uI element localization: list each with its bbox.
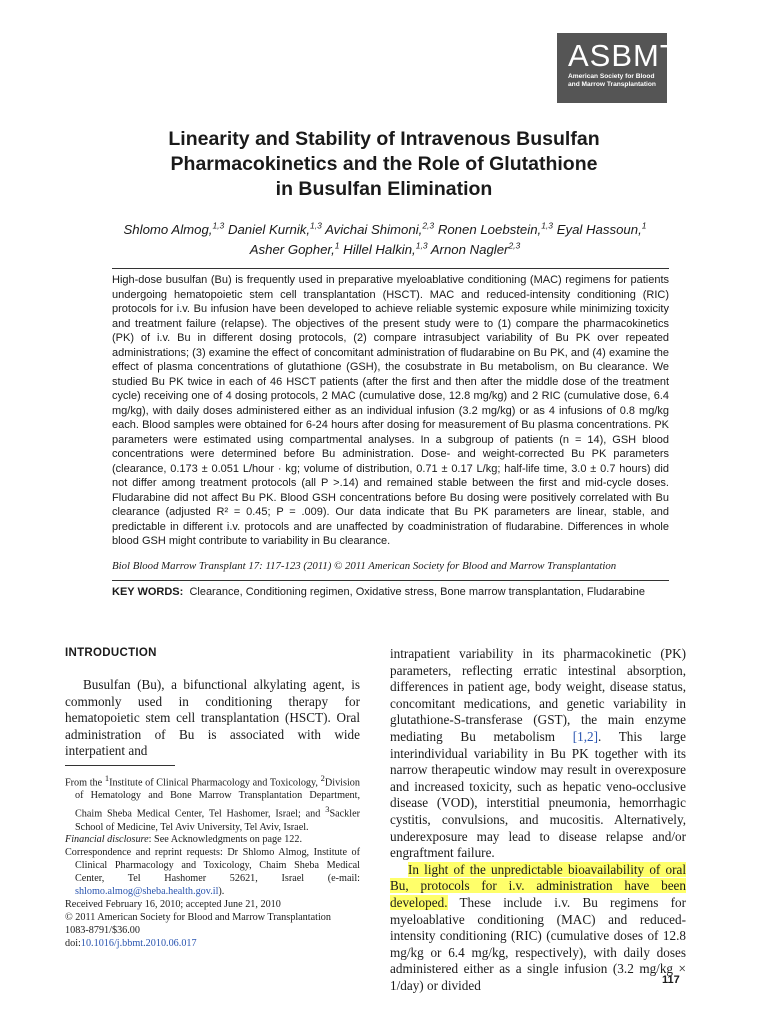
author: Asher Gopher,$^1$ bbox=[249, 240, 340, 257]
affiliations: From the $^1$Institute of Clinical Pharmacology and Toxicology, $^2$Division of Hematology and Bone Marrow Transplantation Department, Chaim Sheba Medical Center, Tel Hashomer, Israel; and $^3$Sackler School of Medicine, Tel Aviv University, Tel Aviv, Israel. bbox=[65, 773, 360, 833]
keywords-text: Clearance, Conditioning regimen, Oxidative stress, Bone marrow transplantation, Fludarabine bbox=[189, 586, 645, 598]
author: Shlomo Almog,$^{1,3}$ bbox=[123, 220, 225, 237]
logo-wordmark: ASBMT™ bbox=[568, 38, 691, 73]
doi: doi:10.1016/j.bbmt.2010.06.017 bbox=[65, 937, 197, 949]
author: Hillel Halkin,$^{1,3}$ bbox=[343, 240, 428, 257]
keywords-label: KEY WORDS: bbox=[112, 586, 184, 598]
abstract-top-rule bbox=[112, 268, 669, 269]
title-line: Pharmacokinetics and the Role of Glutathione bbox=[170, 153, 598, 175]
highlighted-text: In light of the unpredictable bioavailability of oral Bu, protocols for i.v. administration have been developed. bbox=[390, 861, 686, 910]
body-paragraph: intrapatient variability in its pharmacokinetic (PK) parameters, reflecting erratic intestinal absorption, differences in patient age, body weight, disease status, concomitant medications, and genetic variability in glutathione-S-transferase (GST), the main enzyme mediating Bu metabolism [1,2]. This large interindividual variability in Bu PK together with its narrow therapeutic window may result in overexposure and increased toxicity, such as hepatic veno-occlusive disease (VOD), interstitial pneumonia, hemorrhagic cystitis, convulsions, and mucositis. Alternatively, underexposure may lead to disease relapse and/or engraftment failure. bbox=[390, 646, 686, 861]
title-line: in Busulfan Elimination bbox=[275, 178, 493, 200]
received-dates: Received February 16, 2010; accepted June 21, 2010 bbox=[65, 898, 281, 910]
author-list bbox=[90, 220, 680, 260]
author: Ronen Loebstein,$^{1,3}$ bbox=[437, 220, 554, 237]
author: Daniel Kurnik,$^{1,3}$ bbox=[227, 220, 322, 237]
email-link[interactable]: shlomo.almog@sheba.health.gov.il bbox=[75, 886, 219, 898]
asbmt-logo bbox=[557, 33, 691, 103]
abstract: High-dose busulfan (Bu) is frequently used in preparative myeloablative conditioning (MAC) regimens for patients undergoing hematopoietic stem cell transplantation (HSCT). MAC and reduced-intensity conditioning (RIC) protocols for i.v. Bu infusion have been developed to achieve reliable systemic exposure while minimizing toxicity and treatment failure (relapse). The objectives of the present study were to (1) compare the pharmacokinetics (PK) of i.v. Bu in different dosing protocols, (2) compare intrasubject variability of Bu PK over repeated administrations; (3) examine the effect of concomitant administration of fludarabine on Bu PK, and (4) examine the effect of plasma concentrations of glutathione (GSH), the cosubstrate in Bu metabolism, on Bu clearance. We studied Bu PK twice in each of 46 HSCT patients (after the first and then after the middle dose of the treatment cycle) receiving one of 4 dosing protocols, 2 MAC (cumulative dose, 12.8 mg/kg) and 2 RIC (cumulative dose, 6.4 mg/kg), with daily doses administered either as an individual infusion (3.2 mg/kg) or as 4 infusions of 0.8 mg/kg each. Blood samples were obtained for 6-24 hours after dosing for measurement of Bu plasma concentrations. PK parameters were estimated using compartmental analyses. In a subgroup of patients (n = 14), GSH blood concentrations were determined before Bu administration. Dose- and weight-corrected Bu PK parameters (clearance, 0.173 ± 0.051 L/hour · kg; volume of distribution, 0.71 ± 0.17 L/kg; half-life time, 3.0 ± 0.7 hours) did not differ among treatment protocols (all P >.14) and remained stable between the first and mid-cycle doses. Fludarabine did not affect Bu PK. Blood GSH concentrations before Bu dosing were positively correlated with Bu clearance (adjusted R² = 0.45; P = .009). Our data indicate that Bu PK parameters are linear, stable, and predictable in different i.v. protocols and are unaffected by coadministration of fludarabine. Differences in whole blood GSH might contribute to variability in Bu clearance. bbox=[112, 274, 669, 547]
footnotes bbox=[65, 772, 360, 951]
article-title bbox=[100, 127, 668, 202]
reference-link[interactable]: [1,2] bbox=[572, 728, 598, 744]
body-paragraph: In light of the unpredictable bioavailability of oral Bu, protocols for i.v. administration have been developed. These include i.v. Bu regimens for myeloablative conditioning (MAC) and reduced-intensity conditioning (RIC) (cumulative doses of 12.8 mg/kg or 6.4 mg/kg, respectively), with daily doses administered either as a single infusion (3.2 mg/kg × 1/day) or divided bbox=[390, 861, 686, 993]
financial-disclosure: Financial disclosure: See Acknowledgments on page 122. bbox=[65, 834, 303, 846]
journal-citation: Biol Blood Marrow Transplant 17: 117-123 (2011) © 2011 American Society for Blood and Marrow Transplantation bbox=[112, 560, 617, 572]
footnote-rule bbox=[65, 765, 175, 766]
keywords bbox=[112, 585, 672, 599]
section-heading: INTRODUCTION bbox=[65, 647, 157, 659]
doi-link[interactable]: 10.1016/j.bbmt.2010.06.017 bbox=[80, 937, 197, 949]
intro-paragraph: Busulfan (Bu), a bifunctional alkylating agent, is commonly used in conditioning therapy for hematopoietic stem cell transplantation (HSCT). Oral administration of Bu is associated with wide interpatient and bbox=[65, 677, 360, 759]
correspondence: Correspondence and reprint requests: Dr Shlomo Almog, Institute of Clinical Pharmacology and Toxicology, Chaim Sheba Medical Center, Tel Hashomer 52621, Israel (e-mail: shlomo.almog@sheba.health.gov.il). bbox=[65, 847, 360, 898]
right-column bbox=[390, 646, 686, 994]
author: Eyal Hassoun,$^1$ bbox=[556, 220, 647, 237]
keywords-rule bbox=[112, 580, 669, 581]
author: Arnon Nagler$^{2,3}$ bbox=[430, 240, 521, 257]
title-line: Linearity and Stability of Intravenous Busulfan bbox=[168, 128, 600, 150]
issn: 1083-8791/$36.00 bbox=[65, 924, 140, 936]
author: Avichai Shimoni,$^{2,3}$ bbox=[325, 220, 435, 237]
logo-subtitle: American Society for Blood and Marrow Transplantation bbox=[568, 73, 656, 88]
page-number: 117 bbox=[662, 974, 680, 986]
copyright: © 2011 American Society for Blood and Marrow Transplantation bbox=[65, 911, 331, 923]
